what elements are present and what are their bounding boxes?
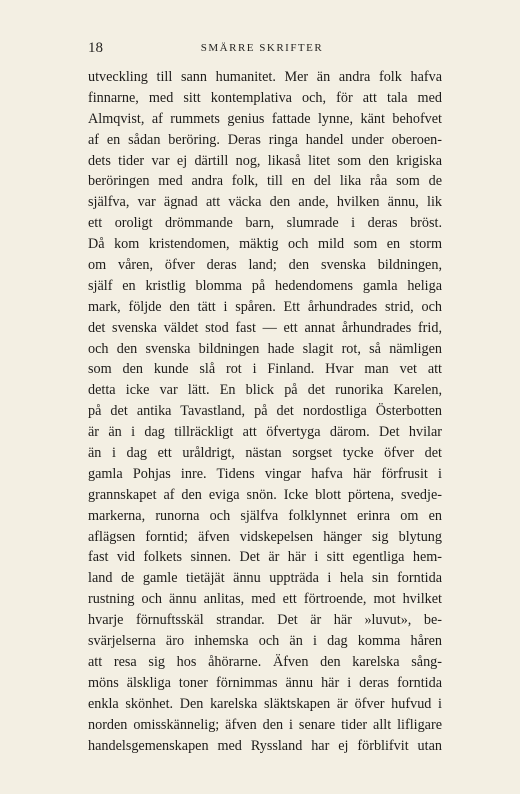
text-line: själfva, var ägnad att väcka den ande, hvilken ännu, lik — [88, 194, 442, 211]
text-line: än i dag ett uråldrigt, nästan sorgset tycke öfver det — [88, 445, 442, 462]
text-line: utveckling till sann humanitet. Mer än andra folk hafva — [88, 69, 442, 85]
text-line: som den kunde slå rot i Finland. Hvar man vet att — [88, 361, 442, 378]
text-line: på det antika Tavastland, på det nordostliga Österbotten — [88, 403, 442, 420]
text-line: detta icke var lätt. En blick på det runorika Karelen, — [88, 382, 442, 399]
text-line: är än i dag tillräckligt att öfvertyga därom. Det hvilar — [88, 424, 442, 441]
text-line: ett oroligt drömmande barn, slumrade i deras bröst. — [88, 215, 442, 232]
text-line: handelsgemenskapen med Ryssland har ej förblifvit utan — [88, 737, 442, 754]
running-head: SMÄRRE SKRIFTER — [200, 42, 324, 54]
text-line: om våren, öfver deras land; den svenska bildningen, — [88, 257, 442, 274]
text-line: det svenska väldet stod fast — ett annat århundrades frid, — [88, 319, 442, 336]
text-line: att resa sig hos åhörarne. Äfven den karelska sång- — [88, 653, 442, 670]
text-line: rustning och ännu anlitas, med ett förtroende, mot hvilket — [88, 591, 442, 608]
text-line: norden omisskännelig; äfven den i senare tider allt lifligare — [88, 716, 442, 733]
text-line: svärjelserna äro inhemska och än i dag komma håren — [88, 633, 442, 650]
page-number: 18 — [88, 40, 103, 56]
text-line: finnarne, med sitt kontemplativa och, för att tala med — [88, 89, 442, 106]
text-line: markerna, runorna och själfva folklynnet erinra om en — [88, 507, 442, 524]
text-line: land de gamle tietäjät ännu uppträda i hela sin forntida — [88, 570, 442, 587]
text-line: gamla Pohjas inre. Tidens vingar hafva här förfrusit i — [88, 465, 442, 482]
text-line: beröringen med andra folk, till en del lika råa som de — [88, 173, 442, 190]
text-line: mark, följde den tätt i spåren. Ett århundrades strid, och — [88, 298, 442, 315]
text-line: Då kom kristendomen, mäktig och mild som en storm — [88, 236, 442, 253]
text-line: grannskapet af den eviga snön. Icke blott pörtena, svedje- — [88, 486, 442, 503]
text-line: enkla skönhet. Den karelska släktskapen är öfver hufvud i — [88, 695, 442, 712]
page-header — [88, 40, 436, 62]
body-text — [88, 67, 442, 756]
text-line: möns älskliga toner förnimmas ännu här i deras forntida — [88, 674, 442, 691]
text-line: Almqvist, af rummets genius fattade lynne, känt behofvet — [88, 110, 442, 127]
text-line: och den svenska bildningen hade slagit rot, så nämligen — [88, 340, 442, 357]
text-line: af en sådan beröring. Deras ringa handel under oberoen- — [88, 131, 442, 148]
text-line: hvarje förnuftsskäl strandar. Det är här »luvut», be- — [88, 612, 442, 629]
text-line: dets tider var ej därtill nog, likaså litet som den krigiska — [88, 152, 442, 169]
text-line: själf en kristlig blomma på hedendomens gamla heliga — [88, 277, 442, 294]
text-line: aflägsen forntid; äfven vidskepelsen hänger sig blytung — [88, 528, 442, 545]
text-line: fast vid folkets sinnen. Det är här i sitt egentliga hem- — [88, 549, 442, 566]
